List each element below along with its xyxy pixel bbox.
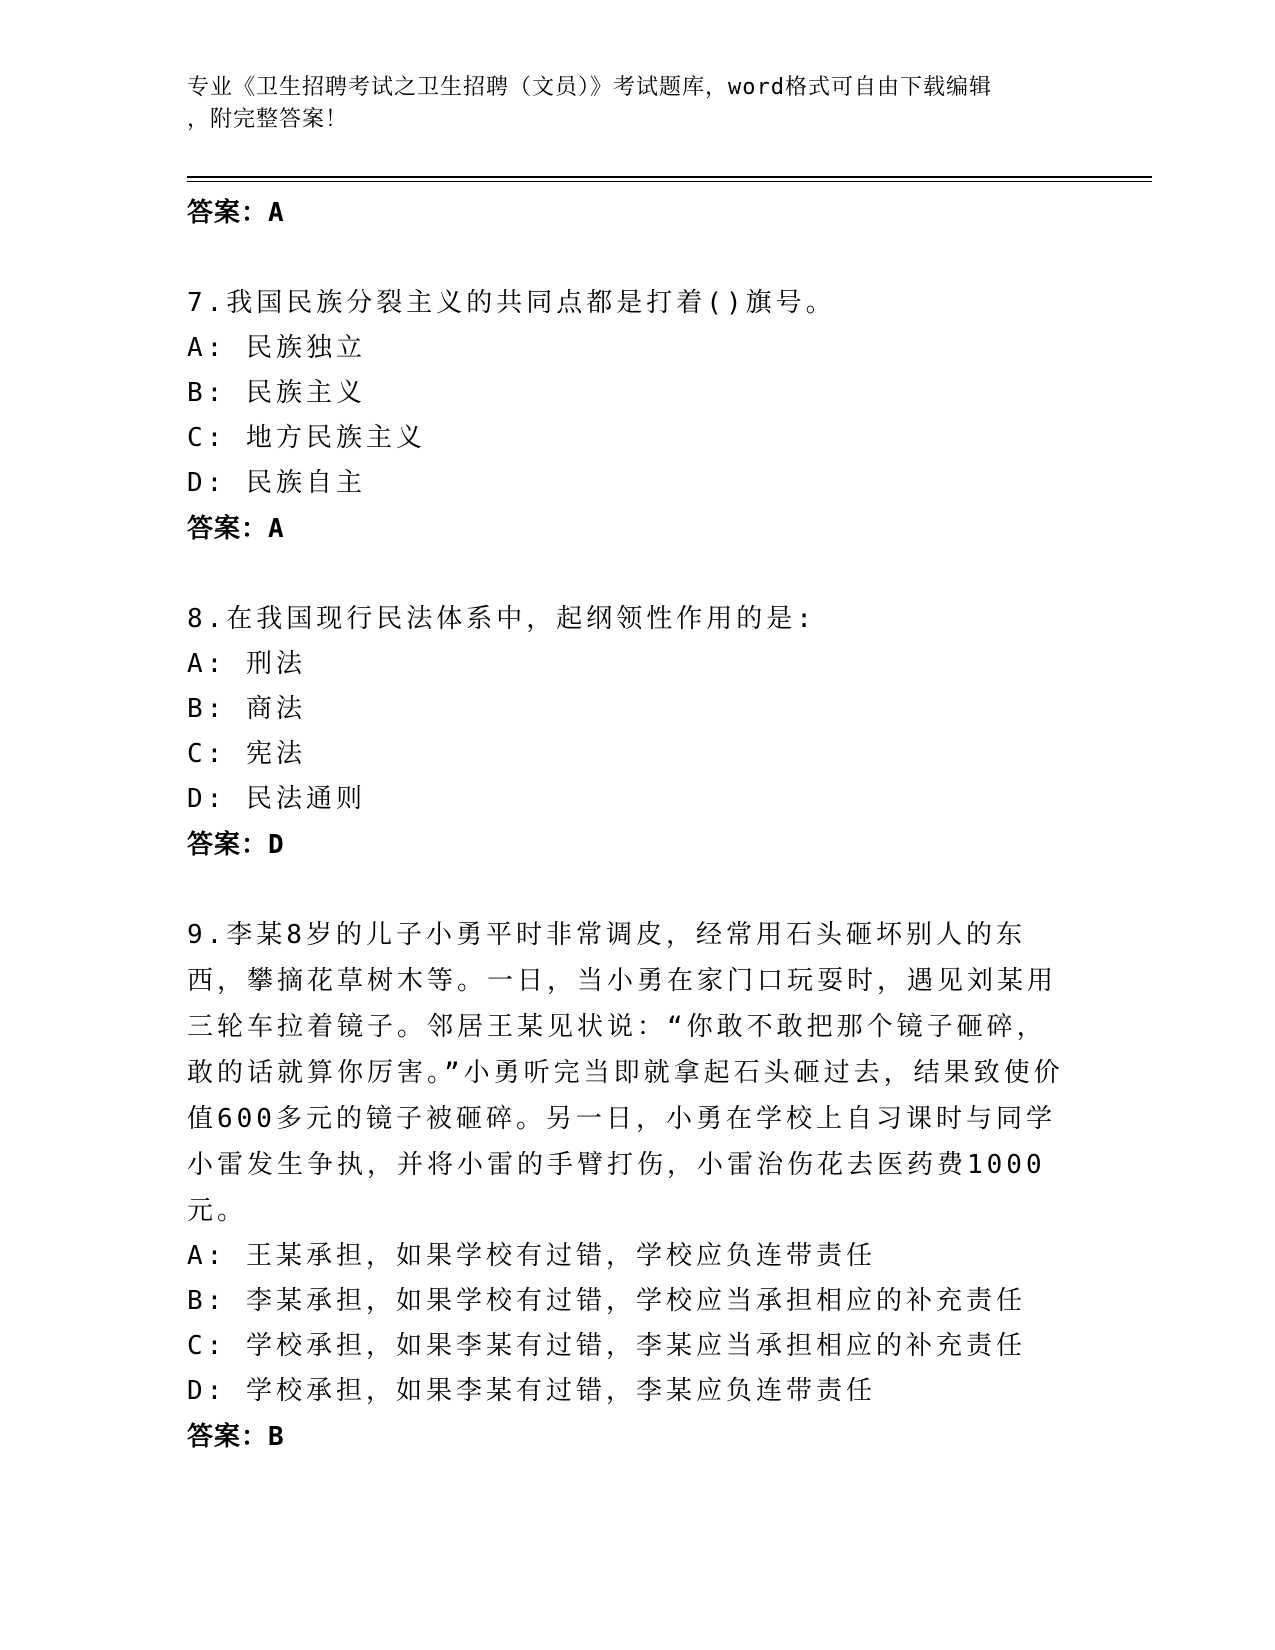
option-a: A: 民族独立 — [187, 333, 366, 363]
option-d: D: 民法通则 — [187, 784, 366, 814]
answer-label: 答案：B — [187, 1422, 285, 1452]
option-b: B: 民族主义 — [187, 378, 366, 408]
page-header — [187, 72, 1087, 136]
option-c: C: 宪法 — [187, 739, 306, 769]
answer-label: 答案：A — [187, 514, 285, 544]
question-stem: 9.李某8岁的儿子小勇平时非常调皮，经常用石头砸坏别人的东西，攀摘花草树木等。一日，当小勇在家门口玩耍时，遇见刘某用三轮车拉着镜子。邻居王某见状说：“你敢不敢把那个镜子砸碎，敢的话就算你厉害。”小勇听完当即就拿起石头砸过去，结果致使价值600多元的镜子被砸碎。另一日，小勇在学校上自习课时与同学小雷发生争执，并将小雷的手臂打伤，小雷治伤花去医药费1000元。 — [187, 920, 1064, 1226]
question-item-7 — [187, 280, 1067, 552]
option-c: C: 学校承担，如果李某有过错，李某应当承担相应的补充责任 — [187, 1331, 1026, 1361]
question-item-9 — [187, 912, 1067, 1460]
header-line-2: ，附完整答案！ — [187, 107, 349, 132]
option-b: B: 李某承担，如果学校有过错，学校应当承担相应的补充责任 — [187, 1286, 1026, 1316]
option-d: D: 民族自主 — [187, 468, 366, 498]
question-item-8 — [187, 596, 1067, 868]
answer-label: 答案：D — [187, 830, 285, 860]
question-stem: 7.我国民族分裂主义的共同点都是打着()旗号。 — [187, 288, 836, 318]
option-b: B: 商法 — [187, 694, 306, 724]
answer-label: 答案：A — [187, 198, 285, 228]
option-a: A: 王某承担，如果学校有过错，学校应负连带责任 — [187, 1241, 876, 1271]
header-divider-thin — [187, 181, 1152, 182]
option-a: A: 刑法 — [187, 649, 306, 679]
header-line-1: 专业《卫生招聘考试之卫生招聘（文员）》考试题库，word格式可自由下载编辑 — [187, 75, 992, 100]
option-d: D: 学校承担，如果李某有过错，李某应负连带责任 — [187, 1376, 876, 1406]
header-divider-thick — [187, 176, 1152, 178]
question-list — [187, 190, 1067, 1460]
option-c: C: 地方民族主义 — [187, 423, 426, 453]
question-stem: 8.在我国现行民法体系中，起纲领性作用的是: — [187, 604, 816, 634]
